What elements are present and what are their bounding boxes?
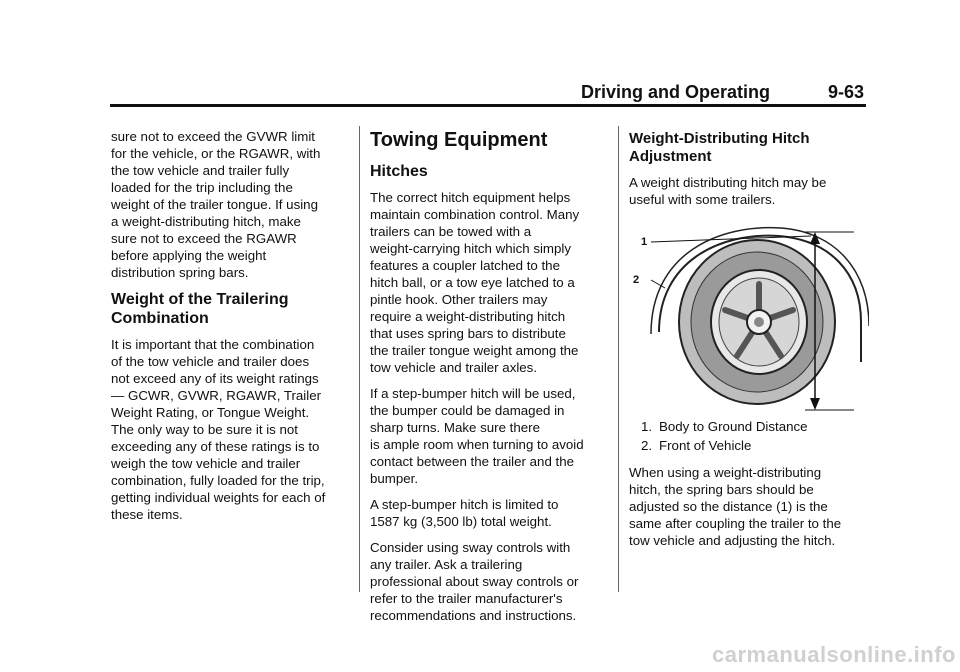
page-number: 9-63	[827, 82, 864, 102]
callout-1: 1	[641, 236, 648, 248]
column-right	[629, 128, 869, 558]
paragraph-hitch-equipment: The correct hitch equipment helps maintain combination control. Many trailers can be towed with a weight-carrying hitch which simply features a coupler latched to the hitch ball, or a tow eye latched to a pintle hook. Other trailers may require a weight-distributing hitch that uses spring bars to distribute the trailer tongue weight among the tow vehicle and trailer axles.	[370, 190, 580, 375]
caption-item	[629, 437, 869, 454]
wheel-illustration	[629, 222, 869, 412]
heading-weight-combination: Weight of the Trailering Combination	[111, 291, 289, 327]
paragraph-sway-controls: Consider using sway controls with any trailer. Ask a trailering professional about sway controls or refer to the trailer manufacturer's recommendations and instructions.	[370, 540, 579, 623]
heading-hitches: Hitches	[370, 163, 428, 180]
header-rule	[110, 104, 866, 107]
column-middle	[370, 128, 608, 633]
watermark: carmanualsonline.info	[712, 642, 956, 667]
wheel-drawing	[629, 222, 869, 412]
paragraph-spring-bars: When using a weight-distributing hitch, the spring bars should be adjusted so the distance (1) is the same after coupling the trailer to the tow vehicle and adjusting the hitch.	[629, 465, 842, 548]
paragraph-gvwr: sure not to exceed the GVWR limit for the vehicle, or the RGAWR, with the tow vehicle and trailer fully loaded for the trip including the weight of the trailer tongue. If using a weight-distributing hitch, make sure not to exceed the RGAWR before applying the weight distribution spring bars.	[111, 129, 321, 280]
caption-number: 1.	[641, 419, 653, 434]
caption-number: 2.	[641, 438, 653, 453]
caption-item	[629, 418, 869, 435]
caption-text: Front of Vehicle	[659, 438, 752, 453]
paragraph-combination: It is important that the combination of the tow vehicle and trailer does not exceed any of its weight ratings — GCWR, GVWR, RGAWR, Trailer Weight Rating, or Tongue Weight. The only way to be sure it is not exceeding any of these ratings is to weigh the tow vehicle and trailer combination, fully loaded for the trip, getting individual weights for each of these items.	[111, 337, 326, 522]
column-divider	[359, 126, 360, 592]
caption-text: Body to Ground Distance	[659, 419, 808, 434]
paragraph-weight-distributing: A weight distributing hitch may be useful with some trailers.	[629, 175, 827, 207]
heading-hitch-adjustment: Weight-Distributing Hitch Adjustment	[629, 130, 810, 165]
callout-2: 2	[633, 274, 640, 286]
heading-towing-equipment: Towing Equipment	[370, 129, 548, 151]
column-divider	[618, 126, 619, 592]
section-title: Driving and Operating	[580, 82, 770, 102]
column-left	[111, 128, 351, 532]
paragraph-step-bumper: If a step-bumper hitch will be used, the bumper could be damaged in sharp turns. Make sure there is ample room when turning to avoid contact between the trailer and the bumper.	[370, 386, 584, 486]
paragraph-step-bumper-limit: A step-bumper hitch is limited to 1587 kg (3,500 lb) total weight.	[370, 497, 559, 529]
